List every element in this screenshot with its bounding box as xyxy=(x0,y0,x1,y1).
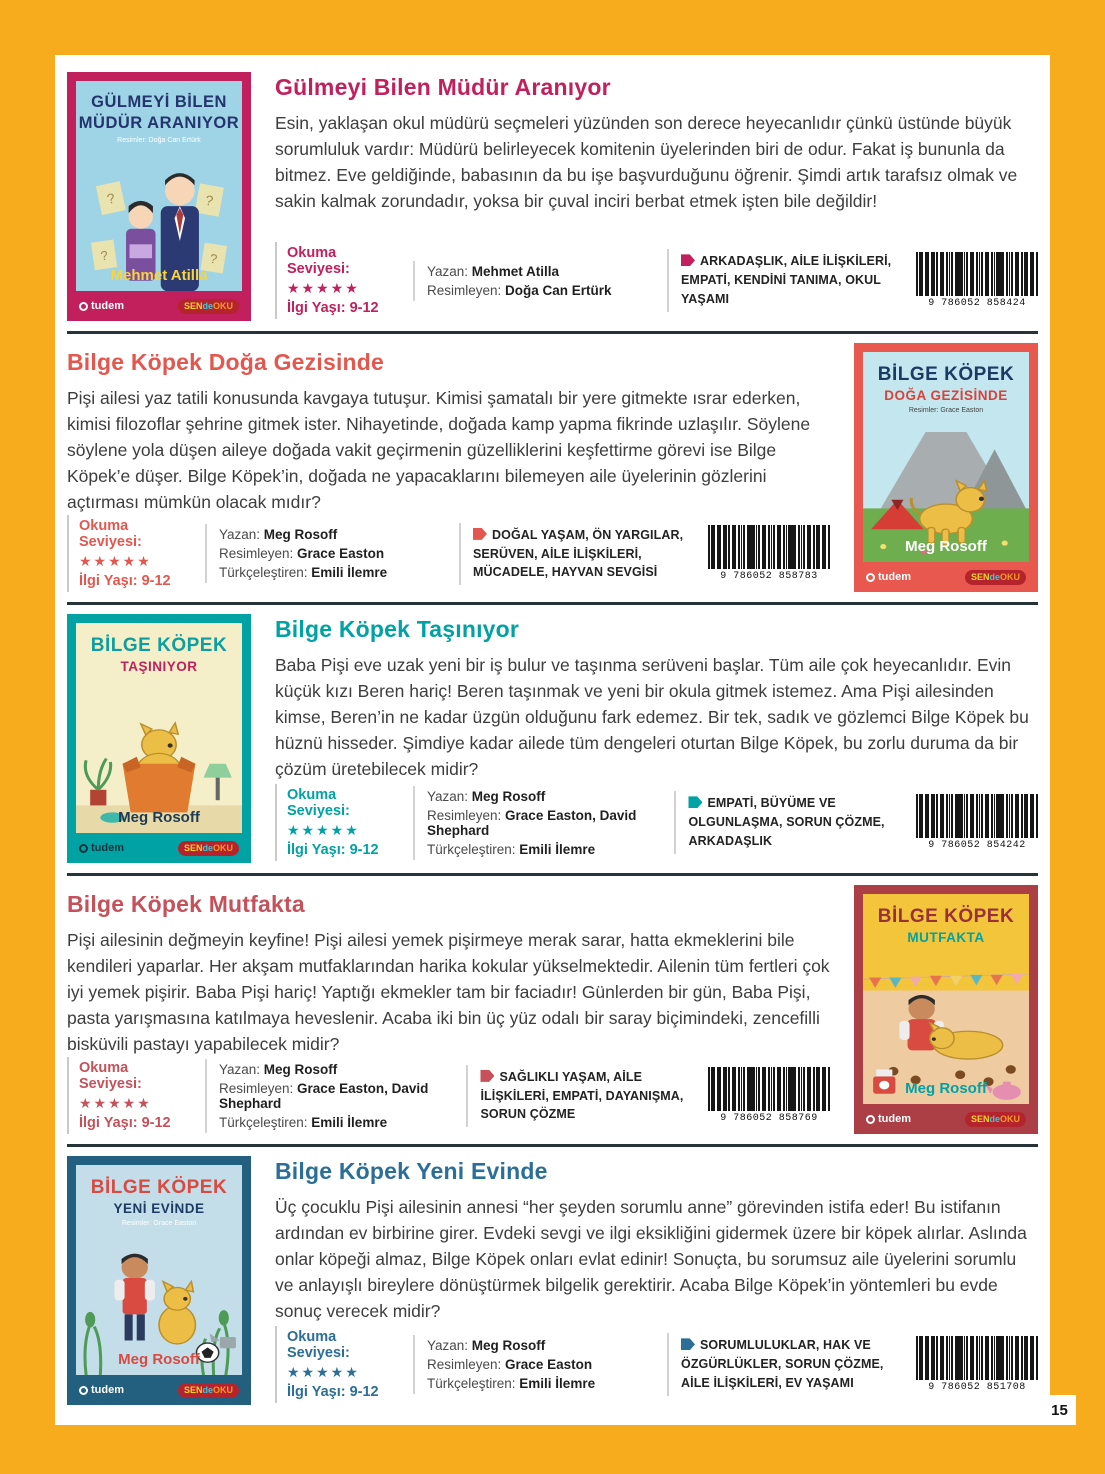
cover-title-line1: BİLGE KÖPEK xyxy=(877,364,1015,385)
cover-subtitle: Resimler: Grace Easton xyxy=(908,407,984,414)
barcode-bars xyxy=(708,525,830,569)
tags-text: DOĞAL YAŞAM, ÖN YARGILAR, SERÜVEN, AİLE İLİŞKİLERİ, MÜCADELE, HAYVAN SEVGİSİ xyxy=(473,527,684,580)
sendeoku-badge: SENdeOKU xyxy=(178,841,239,856)
tag-flag-icon xyxy=(681,254,695,266)
sendeoku-badge: SENdeOKU xyxy=(178,299,239,314)
reading-level-block xyxy=(67,515,205,592)
cover-subtitle: Resimler: Doğa Can Ertürk xyxy=(117,137,201,144)
tag-flag-icon xyxy=(473,528,487,540)
tags-text: SORUMLULUKLAR, HAK VE ÖZGÜRLÜKLER, SORUN ÇÖZME, AİLE İLİŞKİLERİ, EV YAŞAMI xyxy=(681,1338,884,1390)
credit-row: Yazan: Meg Rosoff xyxy=(427,788,546,804)
tag-flag-icon xyxy=(688,796,702,808)
tags-block xyxy=(674,791,916,853)
credit-row: Resimleyen: Grace Easton xyxy=(427,1357,593,1372)
tags-text: SAĞLIKLI YAŞAM, AİLE İLİŞKİLERİ, EMPATİ, DAYANIŞMA, SORUN ÇÖZME xyxy=(480,1069,684,1122)
barcode xyxy=(916,252,1038,309)
tags-text: EMPATİ, BÜYÜME VE OLGUNLAŞMA, SORUN ÇÖZME, ARKADAŞLIK xyxy=(688,796,885,848)
book-cover xyxy=(67,1156,251,1405)
cover-footer xyxy=(76,833,242,863)
cover-title-line2: MÜDÜR ARANIYOR xyxy=(78,114,240,132)
cover-title-line2: MUTFAKTA xyxy=(907,930,985,945)
reading-level-label: Okuma Seviyesi: xyxy=(79,518,142,551)
cover-footer xyxy=(76,1375,242,1405)
credit-row: Yazan: Meg Rosoff xyxy=(427,1338,546,1353)
tudem-logo-icon xyxy=(79,844,88,853)
credit-row: Resimleyen: Grace Easton, David Shephard xyxy=(219,1080,429,1111)
book-title: Bilge Köpek Yeni Evinde xyxy=(275,1158,548,1184)
book-entry xyxy=(67,876,1038,1147)
credit-row: Yazan: Meg Rosoff xyxy=(219,1061,338,1077)
tudem-logo-icon xyxy=(866,573,875,582)
book-cover xyxy=(67,72,251,321)
age-range: İlgi Yaşı: 9-12 xyxy=(287,300,379,316)
book-title: Bilge Köpek Taşınıyor xyxy=(275,616,520,642)
book-cover xyxy=(854,343,1038,592)
reading-level-label: Okuma Seviyesi: xyxy=(287,245,350,277)
reading-level-label: Okuma Seviyesi: xyxy=(287,1329,350,1361)
book-details xyxy=(275,1326,1038,1405)
reading-level-block xyxy=(275,1326,413,1403)
rating-stars: ★★★★★ xyxy=(287,1364,360,1380)
sendeoku-badge: SENdeOKU xyxy=(178,1383,239,1398)
isbn-number: 9 786052 858769 xyxy=(720,1113,818,1125)
book-description: Pişi ailesinin değmeyin keyfine! Pişi ailesi yemek pişirmeye merak sarar, hatta ekmeklerini bile kendileri yaparlar. Her akşam mutfaklarından harika kokular yükselmektedir. Ailenin tüm fertleri çok iyi yemek pişirir. Baba Pişi hariç! Yaptığı ekmekler tam bir faciadır! Günlerden bir gün, Baba Pişi, pasta yarışmasına katılmaya heveslenir. Acaba iki bin üç yüz odalı bir saray biçimindeki, zencefilli bisküvili pastayı yapabilecek midir? xyxy=(67,930,830,1054)
isbn-number: 9 786052 851708 xyxy=(928,1382,1026,1393)
rating-stars: ★★★★★ xyxy=(79,1095,152,1112)
cover-title-line2: YENİ EVİNDE xyxy=(113,1201,205,1216)
age-range: İlgi Yaşı: 9-12 xyxy=(79,1115,171,1132)
book-title: Gülmeyi Bilen Müdür Aranıyor xyxy=(275,74,611,100)
credits-block xyxy=(413,1335,667,1394)
book-description: Esin, yaklaşan okul müdürü seçmeleri yüzünden son derece heyecanlıdır çünkü üstünde büyük sorumluluk vardır: Müdürü belirleyecek komitenin üyelerinden biri de odur. Fakat iş bununla da bitmez. Eve geldiğinde, babasının da bu işe başvurduğunu öğrenir. Şimdi artık tarafsız olmak ve sakin kalmak zorundadır, yoksa bir çuval inciri berbat etmek işten bile değildir! xyxy=(275,113,1018,211)
isbn-number: 9 786052 858424 xyxy=(928,298,1026,309)
book-cover xyxy=(67,614,251,863)
sendeoku-badge: SENdeOKU xyxy=(965,1112,1026,1127)
cover-front xyxy=(863,894,1029,1104)
cover-author: Meg Rosoff xyxy=(905,1080,987,1097)
tags-block xyxy=(466,1065,708,1127)
cover-front xyxy=(76,1165,242,1375)
credit-row: Türkçeleştiren: Emili İlemre xyxy=(219,1114,388,1130)
cover-author: Mehmet Atilla xyxy=(110,267,208,284)
barcode xyxy=(916,794,1038,851)
svg-text:?: ? xyxy=(208,250,219,267)
tags-text: ARKADAŞLIK, AİLE İLİŞKİLERİ, EMPATİ, KENDİNİ TANIMA, OKUL YAŞAMI xyxy=(681,254,892,306)
book-title: Bilge Köpek Mutfakta xyxy=(67,891,305,917)
book-title: Bilge Köpek Doğa Gezisinde xyxy=(67,349,385,375)
credit-row: Türkçeleştiren: Emili İlemre xyxy=(427,841,596,857)
cover-title-line2: DOĞA GEZİSİNDE xyxy=(884,388,1008,403)
tudem-logo-icon xyxy=(79,302,88,311)
book-details xyxy=(275,784,1038,863)
barcode-bars xyxy=(708,1067,830,1111)
isbn-number: 9 786052 854242 xyxy=(928,840,1026,851)
credits-block xyxy=(205,1059,466,1133)
credit-row: Resimleyen: Grace Easton xyxy=(219,546,385,562)
tags-block xyxy=(667,1333,916,1395)
credit-row: Türkçeleştiren: Emili İlemre xyxy=(427,1376,596,1391)
barcode xyxy=(916,1336,1038,1393)
cover-front xyxy=(76,623,242,833)
rating-stars: ★★★★★ xyxy=(287,822,360,838)
book-entry xyxy=(67,1147,1038,1415)
barcode-bars xyxy=(916,1336,1038,1380)
barcode-bars xyxy=(916,252,1038,296)
reading-level-block xyxy=(275,242,413,319)
book-entry xyxy=(67,605,1038,876)
tags-block xyxy=(459,523,708,585)
sendeoku-badge: SENdeOKU xyxy=(965,570,1026,585)
tags-block xyxy=(667,249,916,311)
age-range: İlgi Yaşı: 9-12 xyxy=(79,573,171,590)
book-description: Üç çocuklu Pişi ailesinin annesi “her şeyden sorumlu anne” görevinden istifa eder! Bu istifanın ardından ev birbirine girer. Evdeki sevgi ve ilgi eksikliğini gidermek üzere bir köpek alırlar. Aslında onlar köpeği almaz, Bilge Köpek onları evlat edinir! Sonuçta, bu sorumsuz aile üyelerini sorumlu ve anlayışlı bireylere dönüştürmek bilgelik gerektirir. Acaba Bilge Köpek’in yöntemleri bu evde sonuç verecek midir? xyxy=(275,1197,1027,1321)
tudem-logo: tudem xyxy=(79,842,124,854)
svg-text:?: ? xyxy=(105,189,117,207)
reading-level-block xyxy=(275,784,413,861)
book-cover xyxy=(854,885,1038,1134)
barcode-bars xyxy=(916,794,1038,838)
tudem-logo-icon xyxy=(79,1386,88,1395)
book-entry xyxy=(67,63,1038,334)
credit-row: Yazan: Meg Rosoff xyxy=(219,527,338,543)
cover-title-line1: GÜLMEYİ BİLEN xyxy=(91,93,227,111)
cover-title-line2: TAŞINIYOR xyxy=(120,659,198,674)
book-details xyxy=(67,515,830,594)
credits-block xyxy=(205,524,459,583)
credits-block xyxy=(413,786,674,860)
tudem-logo-icon xyxy=(866,1115,875,1124)
credit-row: Yazan: Mehmet Atilla xyxy=(427,263,560,279)
cover-author: Meg Rosoff xyxy=(905,538,987,555)
book-details xyxy=(275,242,1038,321)
tudem-logo: tudem xyxy=(866,1113,911,1125)
cover-footer xyxy=(863,562,1029,592)
rating-stars: ★★★★★ xyxy=(287,280,360,296)
credit-row: Resimleyen: Doğa Can Ertürk xyxy=(427,282,612,298)
book-entry xyxy=(67,334,1038,605)
tag-flag-icon xyxy=(480,1070,494,1082)
credits-block xyxy=(413,261,667,301)
credit-row: Türkçeleştiren: Emili İlemre xyxy=(219,565,388,581)
cover-front xyxy=(863,352,1029,562)
age-range: İlgi Yaşı: 9-12 xyxy=(287,1384,379,1400)
book-description: Baba Pişi eve uzak yeni bir iş bulur ve taşınma serüveni başlar. Tüm aile çok heyecanlıdır. Evin küçük kızı Beren hariç! Beren taşınmak ve yeni bir okula gitmek istemez. Ama Pişi ailesinden kimse, Beren’in ne kadar üzgün olduğunu fark edemez. Bir tek, sadık ve gözlemci Bilge Köpek bu hüznü hisseder. Şimdiye kadar ailede tüm dengeleri oturtan Bilge Köpek, bu zorlu duruma da bir çözüm üretebilecek midir? xyxy=(275,655,1029,779)
cover-author: Meg Rosoff xyxy=(118,809,200,826)
svg-text:?: ? xyxy=(204,191,215,209)
cover-footer xyxy=(76,291,242,321)
cover-subtitle: Resimler: Grace Easton xyxy=(121,1220,197,1227)
book-description: Pişi ailesi yaz tatili konusunda kavgaya tutuşur. Kimisi şamatalı bir yere gitmekte ısrar ederken, kimisi filozoflar şehrine gitmek ister. Nihayetinde, doğada kamp yapma fikrinde uzlaşılır. Söylene söylene yola düşen aileye doğada vakit geçirmenin güzelliklerini keşfettirme görevi ise Bilge Köpek’e düşer. Bilge Köpek’in, doğada ne yapacaklarını bilemeyen aile üyelerinin gözlerini açtırması mümkün olacak mıdır? xyxy=(67,388,811,512)
book-details xyxy=(67,1057,830,1136)
tag-flag-icon xyxy=(681,1338,695,1350)
page-number: 15 xyxy=(1043,1395,1076,1425)
svg-text:?: ? xyxy=(99,247,109,264)
credit-row: Resimleyen: Grace Easton, David Shephard xyxy=(427,807,637,838)
catalog-page xyxy=(55,55,1050,1425)
barcode xyxy=(708,1067,830,1124)
reading-level-label: Okuma Seviyesi: xyxy=(79,1060,142,1093)
age-range: İlgi Yaşı: 9-12 xyxy=(287,842,379,858)
cover-title-line1: BİLGE KÖPEK xyxy=(90,635,228,656)
isbn-number: 9 786052 858783 xyxy=(720,571,818,583)
cover-front xyxy=(76,81,242,291)
barcode xyxy=(708,525,830,582)
reading-level-label: Okuma Seviyesi: xyxy=(287,787,350,819)
cover-title-line1: BİLGE KÖPEK xyxy=(877,906,1015,927)
rating-stars: ★★★★★ xyxy=(79,553,152,570)
tudem-logo: tudem xyxy=(866,571,911,583)
tudem-logo: tudem xyxy=(79,1384,124,1396)
tudem-logo: tudem xyxy=(79,300,124,312)
cover-title-line1: BİLGE KÖPEK xyxy=(90,1177,228,1198)
cover-author: Meg Rosoff xyxy=(118,1351,200,1368)
cover-footer xyxy=(863,1104,1029,1134)
reading-level-block xyxy=(67,1057,205,1134)
